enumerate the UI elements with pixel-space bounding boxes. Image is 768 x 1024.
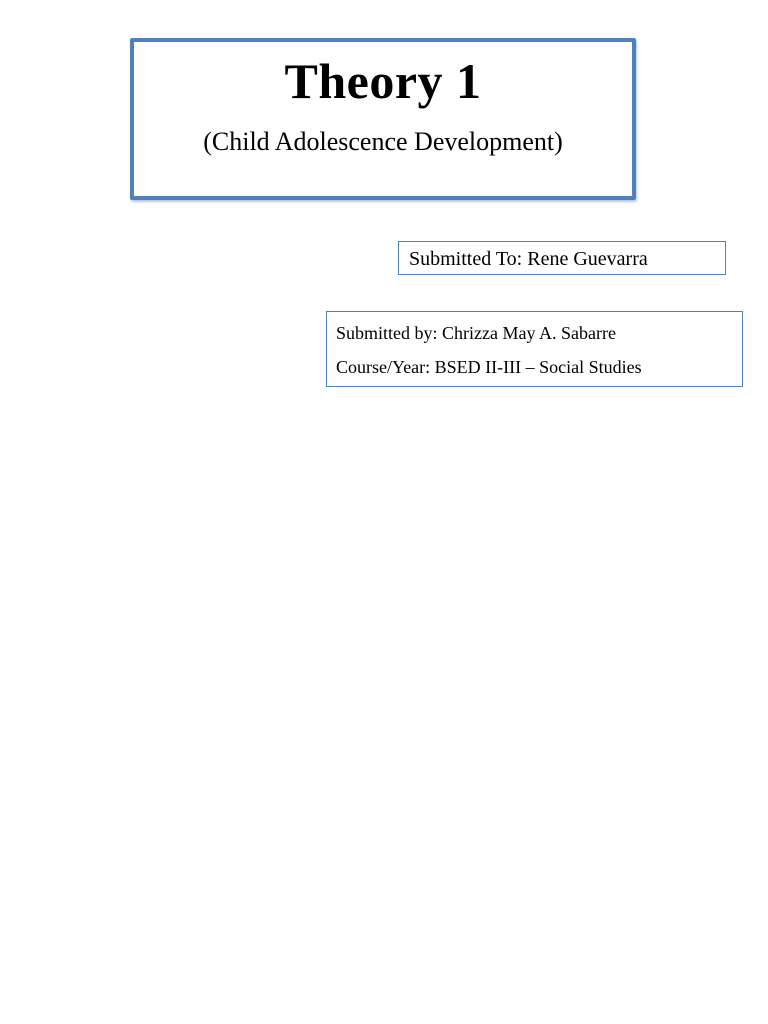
title-box: [130, 38, 636, 200]
document-subtitle: (Child Adolescence Development): [203, 127, 563, 156]
submitted-to-box: [398, 241, 726, 275]
submitted-by-box: [326, 311, 743, 387]
course-year-text: Course/Year: BSED II-III – Social Studies: [336, 357, 642, 377]
submitted-to-text: Submitted To: Rene Guevarra: [409, 248, 648, 270]
document-title: Theory 1: [284, 53, 482, 109]
submitted-by-text: Submitted by: Chrizza May A. Sabarre: [336, 323, 616, 343]
